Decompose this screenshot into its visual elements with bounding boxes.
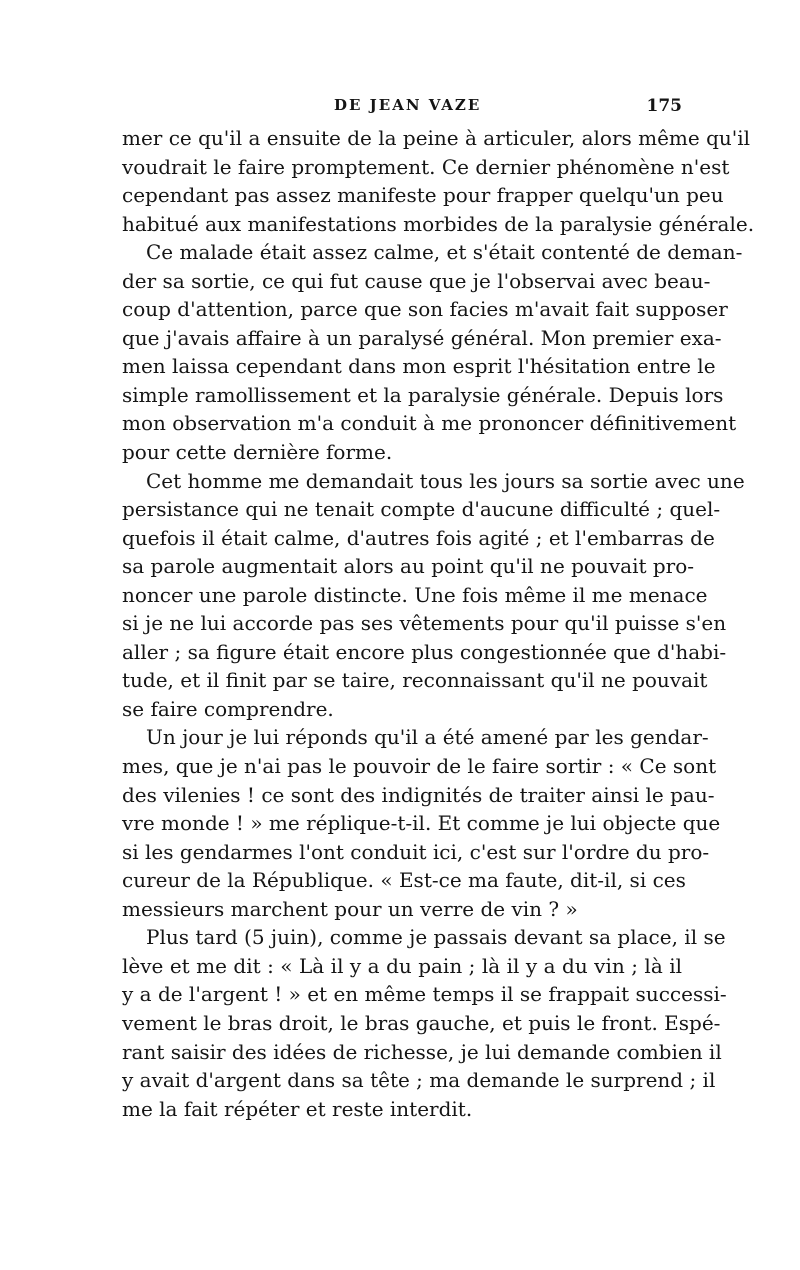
body-text — [122, 124, 755, 1123]
text-line: Un jour je lui réponds qu'il a été amené par les gendar- — [146, 725, 709, 750]
paragraph — [122, 467, 745, 724]
text-line: se faire comprendre. — [122, 696, 334, 721]
text-line: der sa sortie, ce qui fut cause que je l'observai avec beau- — [122, 268, 711, 293]
text-line: que j'avais affaire à un paralysé général. Mon premier exa- — [122, 325, 722, 350]
running-head — [122, 96, 682, 122]
text-line: lève et me dit : « Là il y a du pain ; là il y a du vin ; là il — [122, 953, 682, 978]
text-line: y avait d'argent dans sa tête ; ma demande le surprend ; il — [122, 1068, 716, 1093]
text-line: noncer une parole distincte. Une fois même il me menace — [122, 582, 708, 607]
text-line: Plus tard (5 juin), comme je passais devant sa place, il se — [146, 925, 726, 950]
text-line: coup d'attention, parce que son facies m'avait fait supposer — [122, 297, 728, 322]
text-line: Ce malade était assez calme, et s'était contenté de deman- — [146, 240, 743, 265]
text-line: si je ne lui accorde pas ses vêtements pour qu'il puisse s'en — [122, 611, 727, 636]
paragraph — [122, 923, 727, 1123]
paragraph — [122, 124, 755, 238]
text-line: si les gendarmes l'ont conduit ici, c'est sur l'ordre du pro- — [122, 839, 710, 864]
text-line: me la fait répéter et reste interdit. — [122, 1096, 473, 1121]
text-line: habitué aux manifestations morbides de la paralysie générale. — [122, 211, 755, 236]
text-line: Cet homme me demandait tous les jours sa sortie avec une — [146, 468, 745, 493]
text-line: cependant pas assez manifeste pour frapper quelqu'un peu — [122, 183, 724, 208]
text-line: voudrait le faire promptement. Ce dernier phénomène n'est — [122, 154, 730, 179]
paragraph — [122, 238, 743, 466]
text-line: quefois il était calme, d'autres fois agité ; et l'embarras de — [122, 525, 715, 550]
text-line: mer ce qu'il a ensuite de la peine à articuler, alors même qu'il — [122, 126, 751, 150]
text-line: sa parole augmentait alors au point qu'il ne pouvait pro- — [122, 554, 695, 579]
text-line: messieurs marchent pour un verre de vin ? » — [122, 896, 578, 921]
running-title: DE JEAN VAZE — [334, 96, 482, 114]
text-line: aller ; sa figure était encore plus congestionnée que d'habi- — [122, 639, 727, 664]
paragraph — [122, 723, 721, 923]
text-line: rant saisir des idées de richesse, je lui demande combien il — [122, 1039, 722, 1064]
text-line: simple ramollissement et la paralysie générale. Depuis lors — [122, 382, 724, 407]
text-line: tude, et il finit par se taire, reconnaissant qu'il ne pouvait — [122, 668, 708, 693]
text-line: vre monde ! » me réplique-t-il. Et comme je lui objecte que — [122, 811, 721, 836]
page-number: 175 — [646, 96, 682, 116]
text-line: cureur de la République. « Est-ce ma faute, dit-il, si ces — [122, 868, 686, 893]
text-line: persistance qui ne tenait compte d'aucune difficulté ; quel- — [122, 497, 721, 522]
text-line: pour cette dernière forme. — [122, 440, 393, 465]
text-line: des vilenies ! ce sont des indignités de traiter ainsi le pau- — [122, 782, 715, 807]
text-line: y a de l'argent ! » et en même temps il se frappait successi- — [122, 982, 727, 1007]
text-line: vement le bras droit, le bras gauche, et puis le front. Espé- — [122, 1010, 721, 1035]
text-line: men laissa cependant dans mon esprit l'hésitation entre le — [122, 354, 716, 379]
text-line: mon observation m'a conduit à me prononcer définitivement — [122, 411, 737, 436]
text-line: mes, que je n'ai pas le pouvoir de le faire sortir : « Ce sont — [122, 754, 717, 779]
